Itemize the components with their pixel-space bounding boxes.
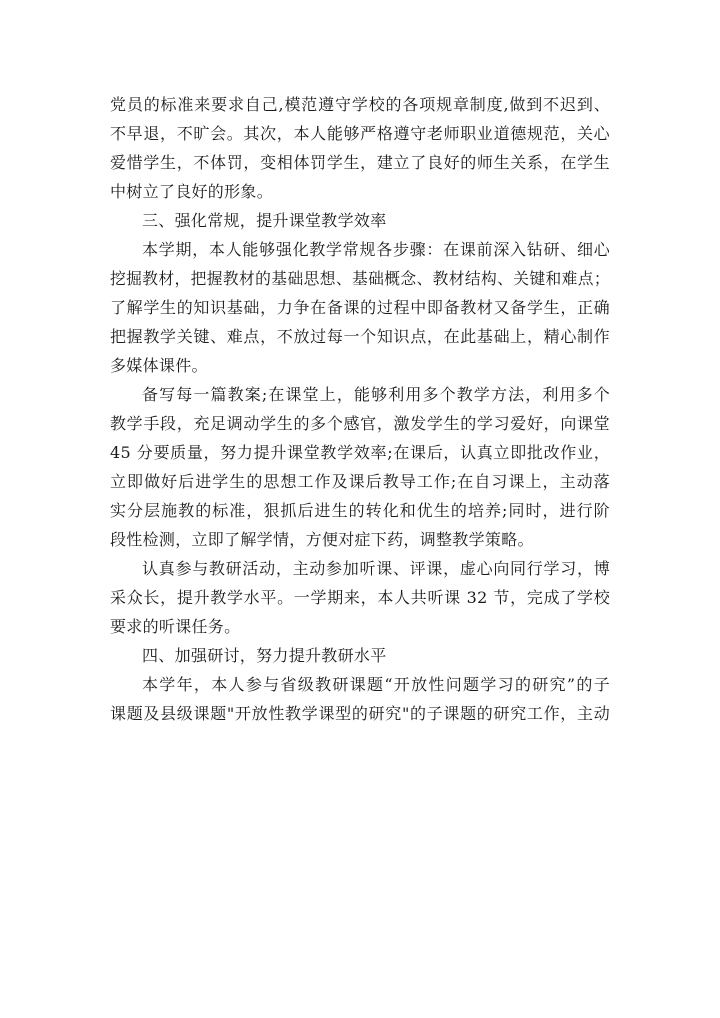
text-line: 备写每一篇教案;在课堂上，能够利用多个教学方法，利用多个 [142,385,610,404]
text-line: 了解学生的知识基础，力争在备课的过程中即备教材又备学生，正确 [110,298,610,317]
text-line: 本学年，本人参与省级教研课题“开放性问题学习的研究”的子 [142,675,610,694]
text-line: 要求的听课任务。 [110,617,241,636]
paragraph [110,380,610,554]
text-line: 党员的标准来要求自己,模范遵守学校的各项规章制度,做到不迟到、 [110,95,610,114]
paragraph [110,235,610,380]
heading-text: 三、强化常规，提升课堂教学效率 [142,211,387,230]
text-line: 认真参与教研活动，主动参加听课、评课，虚心向同行学习，博 [142,559,610,578]
text-line: 挖掘教材，把握教材的基础思想、基础概念、教材结构、关键和难点； [110,269,610,288]
paragraph [110,670,610,728]
section-heading [110,206,610,235]
text-line: 多媒体课件。 [110,356,208,375]
text-line: 不早退，不旷会。其次，本人能够严格遵守老师职业道德规范，关心 [110,124,610,143]
text-line: 课题及县级课题"开放性教学课型的研究"的子课题的研究工作，主动 [110,704,610,723]
text-line: 教学手段，充足调动学生的多个感官，激发学生的学习爱好，向课堂 [110,414,610,433]
text-line: 爱惜学生，不体罚，变相体罚学生，建立了良好的师生关系，在学生 [110,153,610,172]
section-heading [110,641,610,670]
text-line: 立即做好后进学生的思想工作及课后教导工作;在自习课上，主动落 [110,472,610,491]
text-line: 采众长，提升教学水平。一学期来，本人共听课 32 节，完成了学校 [110,588,610,607]
text-line: 中树立了良好的形象。 [110,182,274,201]
heading-text: 四、加强研讨，努力提升教研水平 [142,646,387,665]
text-line: 把握教学关键、难点，不放过每一个知识点，在此基础上，精心制作 [110,327,610,346]
paragraph [110,90,610,206]
paragraph [110,554,610,641]
text-line: 段性检测，立即了解学情，方便对症下药，调整教学策略。 [110,530,534,549]
text-line: 本学期，本人能够强化教学常规各步骤：在课前深入钻研、细心 [142,240,610,259]
text-line: 45 分要质量，努力提升课堂教学效率;在课后，认真立即批改作业， [110,443,610,462]
text-line: 实分层施教的标准，狠抓后进生的转化和优生的培养;同时，进行阶 [110,501,610,520]
